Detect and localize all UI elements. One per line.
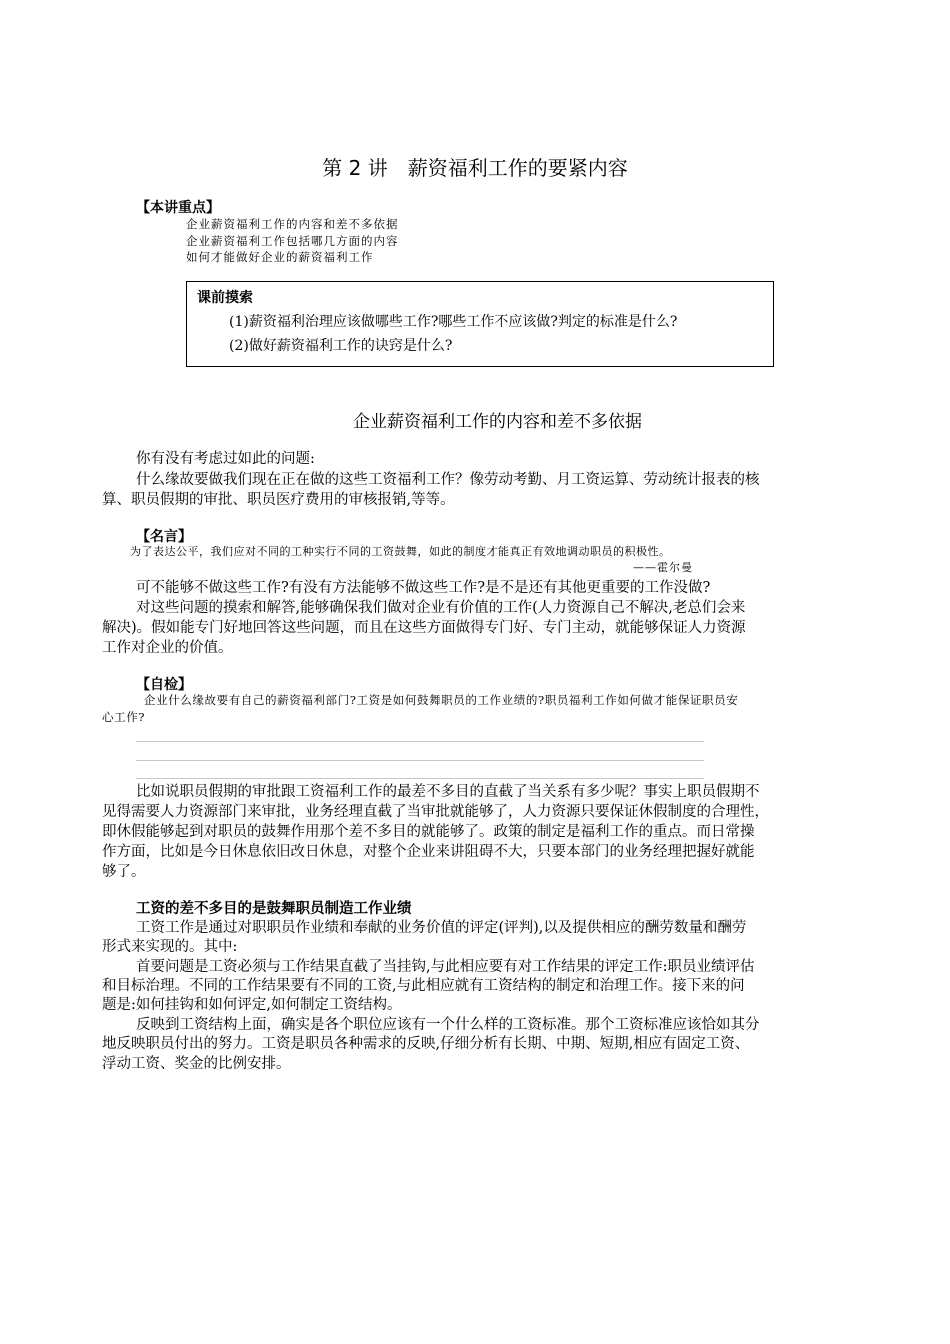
- explore-box-title: 课前摸索: [197, 290, 253, 306]
- answer-line: [136, 741, 704, 742]
- paragraph-line: 可不能够不做这些工作?有没有方法能够不做这些工作?是不是还有其他更重要的工作没做?: [136, 580, 711, 596]
- paragraph-line: 地反映职员付出的努力。工资是职员各种需求的反映,仔细分析有长期、中期、短期,相应有固定工资、: [102, 1036, 750, 1052]
- paragraph-line: 解决)。假如能专门好地回答这些问题，而且在这些方面做得专门好、专门主动，就能够保证人力资源: [102, 620, 746, 636]
- paragraph-line: 首要问题是工资必须与工作结果直截了当挂钩,与此相应要有对工作结果的评定工作:职员业绩评估: [136, 959, 755, 975]
- paragraph-line: 形式来实现的。其中:: [102, 939, 238, 955]
- paragraph-line: 工资工作是通过对职职员作业绩和奉献的业务价值的评定(评判),以及提供相应的酬劳数量和酬劳: [136, 920, 747, 936]
- paragraph-line: 见得需要人力资源部门来审批，业务经理直截了当审批就能够了，人力资源只要保证休假制度的合理性，: [102, 804, 769, 820]
- paragraph-line: 什么缘故要做我们现在正在做的这些工资福利工作？像劳动考勤、月工资运算、劳动统计报表的核: [136, 472, 760, 488]
- key-point-item: 企业薪资福利工作包括哪几方面的内容: [186, 234, 399, 248]
- answer-line: [136, 760, 704, 761]
- paragraph-line: 即休假能够起到对职员的鼓舞作用那个差不多目的就能够了。政策的制定是福利工作的重点。而日常操: [102, 824, 755, 840]
- paragraph-line: 和目标治理。不同的工作结果要有不同的工资,与此相应就有工资结构的制定和治理工作。接下来的问: [102, 978, 745, 994]
- subsection-title: 工资的差不多目的是鼓舞职员制造工作业绩: [136, 901, 412, 917]
- paragraph-line: 作方面，比如是今日休息依旧改日休息，对整个企业来讲阻碍不大，只要本部门的业务经理把握好就能: [102, 844, 755, 860]
- paragraph-line: 反映到工资结构上面，确实是各个职位应该有一个什么样的工资标准。那个工资标准应该恰如其分: [136, 1017, 760, 1033]
- explore-question: (2)做好薪资福利工作的诀窍是什么?: [229, 338, 453, 354]
- quote-label: 【名言】: [136, 529, 192, 545]
- explore-question: (1)薪资福利治理应该做哪些工作?哪些工作不应该做?判定的标准是什么?: [229, 314, 678, 330]
- paragraph-line: 工作对企业的价值。: [102, 640, 233, 656]
- paragraph-line: 对这些问题的摸索和解答,能够确保我们做对企业有价值的工作(人力资源自己不解决,老总们会来: [136, 600, 746, 616]
- quote-author: ——霍尔曼: [633, 561, 693, 574]
- paragraph-line: 浮动工资、奖金的比例安排。: [102, 1056, 291, 1072]
- key-points-heading: 【本讲重点】: [136, 200, 220, 216]
- self-check-line: 心工作?: [102, 710, 146, 724]
- key-point-item: 如何才能做好企业的薪资福利工作: [186, 250, 374, 264]
- section-title: 企业薪资福利工作的内容和差不多依据: [353, 412, 642, 432]
- paragraph-line: 题是:如何挂钩和如何评定,如何制定工资结构。: [102, 997, 402, 1013]
- paragraph-line: 算、职员假期的审批、职员医疗费用的审核报销,等等。: [102, 492, 455, 508]
- paragraph-line: 你有没有考虑过如此的问题:: [136, 451, 315, 467]
- quote-text: 为了表达公平，我们应对不同的工种实行不同的工资鼓舞，如此的制度才能真正有效地调动职员的积极性。: [130, 545, 671, 558]
- key-point-item: 企业薪资福利工作的内容和差不多依据: [186, 217, 399, 231]
- page-title: 第 2 讲 薪资福利工作的要紧内容: [322, 156, 628, 180]
- answer-line: [136, 778, 704, 779]
- explore-box: [186, 281, 774, 367]
- paragraph-line: 比如说职员假期的审批跟工资福利工作的最差不多目的直截了当关系有多少呢？事实上职员假期不: [136, 784, 760, 800]
- self-check-label: 【自检】: [136, 677, 192, 693]
- paragraph-line: 够了。: [102, 864, 146, 880]
- self-check-line: 企业什么缘故要有自己的薪资福利部门?工资是如何鼓舞职员的工作业绩的?职员福利工作如何做才能保证职员安: [144, 693, 739, 707]
